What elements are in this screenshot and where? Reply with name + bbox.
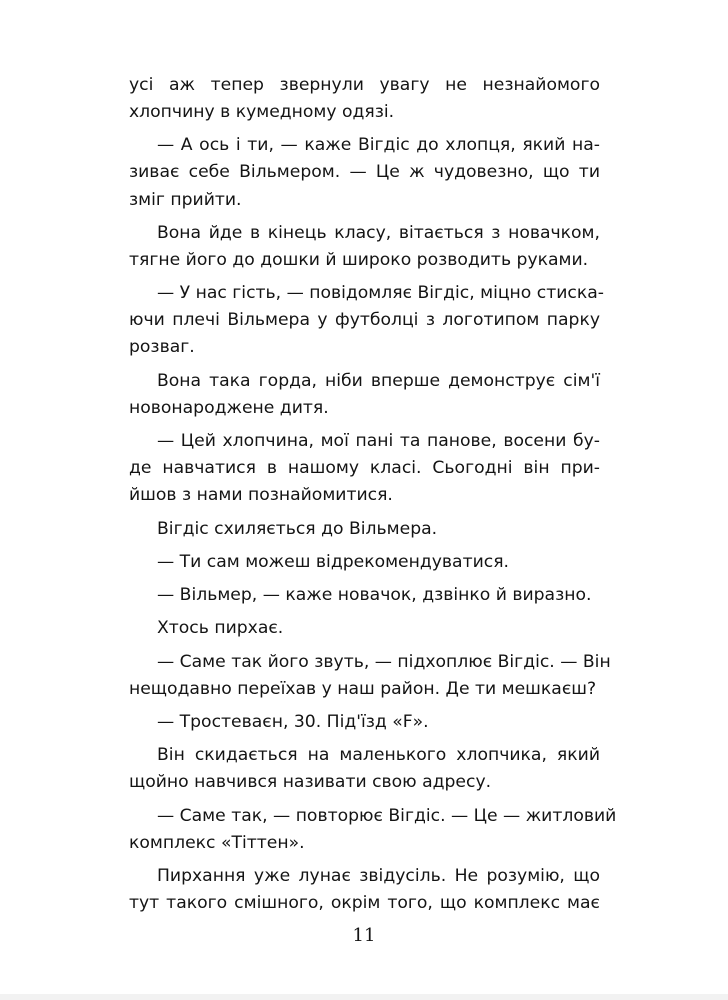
text-line: — Саме так його звуть, — підхоплює Вігдіс. — Він	[157, 651, 611, 672]
text-line: ючи плечі Вільмера у футболці з логотипом парку	[129, 310, 600, 331]
text-line: хлопчину в кумедному одязі.	[129, 102, 395, 123]
text-line: зміг прийти.	[129, 189, 242, 210]
paragraph	[129, 803, 617, 857]
text-line: де навчатися в нашому класі. Сьогодні він при-	[129, 458, 600, 479]
text-line: щойно навчився називати свою адресу.	[129, 772, 492, 793]
page-number: 11	[352, 925, 376, 946]
text-line: Вона така горда, ніби вперше демонструє сім'ї	[157, 370, 600, 391]
text-line: — У нас гість, — повідомляє Вігдіс, міцно стиска-	[157, 283, 604, 304]
text-line: — Тростеваєн, 30. Під'їзд «F».	[157, 712, 429, 733]
text-line: тут такого смішного, окрім того, що комплекс має	[129, 893, 600, 914]
paragraph	[129, 649, 611, 703]
paragraph	[129, 428, 600, 509]
paragraph	[129, 368, 600, 422]
text-line: комплекс «Тіттен».	[129, 832, 305, 853]
paragraph	[129, 863, 600, 917]
paragraph	[129, 280, 604, 361]
text-line: нещодавно переїхав у наш район. Де ти мешкаєш?	[129, 678, 597, 699]
text-line: — Цей хлопчина, мої пані та панове, восени бу-	[157, 431, 600, 452]
text-line: — А ось і ти, — каже Вігдіс до хлопця, який на-	[157, 135, 600, 156]
paragraph	[129, 72, 600, 126]
text-line: Він скидається на маленького хлопчика, який	[157, 745, 600, 766]
paragraph	[129, 516, 600, 543]
text-line: — Ти сам можеш відрекомендуватися.	[157, 551, 510, 572]
body-text	[129, 72, 617, 923]
text-line: — Вільмер, — каже новачок, дзвінко й виразно.	[157, 585, 592, 606]
paragraph	[129, 220, 600, 274]
paragraph	[129, 742, 600, 796]
text-line: тягне його до дошки й широко розводить руками.	[129, 249, 589, 270]
text-line: Пирхання уже лунає звідусіль. Не розумію, що	[157, 866, 600, 887]
paragraph	[129, 132, 600, 213]
text-line: — Саме так, — повторює Вігдіс. — Це — житловий	[157, 805, 617, 826]
paragraph	[129, 582, 600, 609]
page-edge-shade	[0, 994, 728, 1000]
paragraph	[129, 615, 600, 642]
paragraph	[129, 709, 600, 736]
text-line: усі аж тепер звернули увагу не незнайомого	[129, 75, 600, 95]
text-line: розваг.	[129, 337, 195, 358]
text-line: йшов з нами познайомитися.	[129, 485, 393, 506]
text-line: Вона йде в кінець класу, вітається з новачком,	[157, 222, 600, 243]
text-line: новонароджене дитя.	[129, 397, 329, 418]
text-line: Хтось пирхає.	[157, 618, 284, 639]
text-line: Вігдіс схиляється до Вільмера.	[157, 518, 438, 539]
paragraph	[129, 549, 600, 576]
text-line: зиває себе Вільмером. — Це ж чудовезно, що ти	[129, 162, 600, 183]
